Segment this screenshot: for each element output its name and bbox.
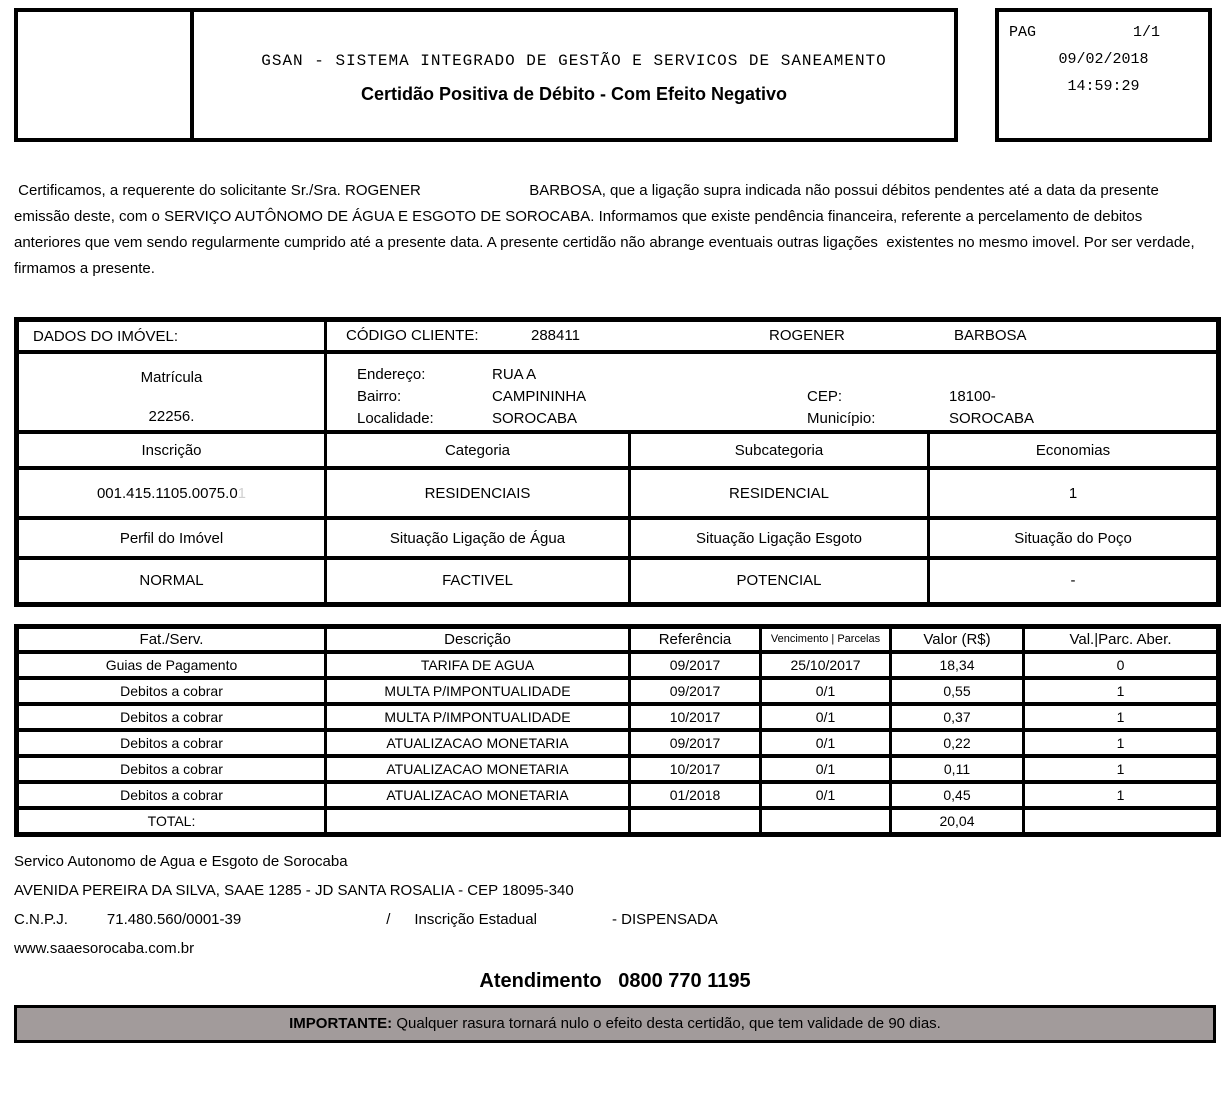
charge-row (17, 756, 1219, 782)
matricula-cell (17, 352, 326, 432)
important-text: Qualquer rasura tornará nulo o efeito desta certidão, que tem validade de 90 dias. (392, 1015, 941, 1032)
charge-vencimento: 0/1 (761, 756, 891, 782)
situacao-poco-header: Situação do Poço (929, 518, 1219, 558)
charges-header-vencimento-parcelas: Vencimento | Parcelas (761, 626, 891, 652)
matricula-value: 22256. (148, 408, 195, 425)
subcategoria-value: RESIDENCIAL (630, 468, 929, 518)
slash-separator: / (386, 910, 391, 928)
page-label: PAG (1009, 24, 1037, 41)
charge-aber: 1 (1024, 730, 1219, 756)
charge-valor: 0,55 (891, 678, 1024, 704)
charge-fatserv: Debitos a cobrar (17, 678, 326, 704)
charge-referencia: 10/2017 (630, 756, 761, 782)
categoria-header: Categoria (326, 432, 630, 468)
property-data-table (14, 317, 1221, 607)
charge-aber: 1 (1024, 678, 1219, 704)
codigo-cliente-label: CÓDIGO CLIENTE: (346, 327, 479, 344)
website-url: www.saaesorocaba.com.br (14, 939, 195, 957)
cep-value: 18100- (949, 388, 996, 405)
charge-fatserv: Debitos a cobrar (17, 704, 326, 730)
document-title: Certidão Positiva de Débito - Com Efeito Negativo (360, 84, 788, 104)
client-first-name: ROGENER (769, 327, 845, 344)
endereco-value: RUA A (492, 366, 537, 383)
charge-referencia: 09/2017 (630, 678, 761, 704)
total-value: 20,04 (891, 808, 1024, 834)
certification-text: Certificamos, a requerente do solicitante Sr./Sra. ROGENER BARBOSA, que a ligação supra indicada não possui débitos pendentes até a data da presente emissão deste, com o SERVIÇO AUTÔNOMO DE ÁGUA E ESGOTO DE SOROCABA. Informamos que existe pendência financeira, referente a percelamento de debitos anteriores que vem sendo regularmente cumprido até a presente data. A presente certidão não abrange eventuais outras ligações existentes no mesmo imovel. Por ser verdade, firmamos a presente. (14, 182, 1199, 277)
charges-header-valor: Valor (R$) (891, 626, 1024, 652)
charge-valor: 0,45 (891, 782, 1024, 808)
header-title-group (14, 8, 958, 142)
charge-fatserv: Debitos a cobrar (17, 756, 326, 782)
subcategoria-header: Subcategoria (630, 432, 929, 468)
inscricao-header: Inscrição (17, 432, 326, 468)
charge-vencimento: 0/1 (761, 730, 891, 756)
total-empty-vencimento (761, 808, 891, 834)
charge-fatserv: Debitos a cobrar (17, 782, 326, 808)
charge-aber: 0 (1024, 652, 1219, 678)
total-row (17, 808, 1219, 834)
charges-table (14, 624, 1221, 837)
charges-header-fatserv: Fat./Serv. (17, 626, 326, 652)
charges-header-referencia: Referência (630, 626, 761, 652)
situacao-agua-header: Situação Ligação de Água (326, 518, 630, 558)
client-code-cell (326, 320, 1219, 353)
charge-vencimento: 0/1 (761, 678, 891, 704)
inscricao-estadual-value: - DISPENSADA (611, 910, 718, 928)
charge-vencimento: 25/10/2017 (761, 652, 891, 678)
charge-valor: 0,37 (891, 704, 1024, 730)
important-label: IMPORTANTE: (289, 1015, 393, 1032)
page-info-box (995, 8, 1212, 142)
situacao-esgoto-header: Situação Ligação Esgoto (630, 518, 929, 558)
charge-descricao: ATUALIZACAO MONETARIA (326, 782, 630, 808)
charge-descricao: MULTA P/IMPONTUALIDADE (326, 678, 630, 704)
perfil-header: Perfil do Imóvel (17, 518, 326, 558)
dados-imovel-label: DADOS DO IMÓVEL: (17, 320, 326, 353)
charge-aber: 1 (1024, 756, 1219, 782)
charge-referencia: 09/2017 (630, 652, 761, 678)
document-footer (14, 853, 1216, 1043)
logo-placeholder-box (18, 12, 194, 138)
charge-valor: 18,34 (891, 652, 1024, 678)
perfil-value: NORMAL (17, 558, 326, 604)
total-empty-referencia (630, 808, 761, 834)
charges-header-descricao: Descrição (326, 626, 630, 652)
cep-label: CEP: (807, 388, 843, 405)
charge-descricao: MULTA P/IMPONTUALIDADE (326, 704, 630, 730)
charge-row (17, 782, 1219, 808)
total-empty-descricao (326, 808, 630, 834)
municipio-label: Município: (807, 410, 876, 427)
endereco-label: Endereço: (357, 366, 426, 383)
charge-descricao: ATUALIZACAO MONETARIA (326, 756, 630, 782)
inscricao-estadual-label: Inscrição Estadual (414, 910, 537, 928)
charge-referencia: 09/2017 (630, 730, 761, 756)
situacao-poco-value: - (929, 558, 1219, 604)
charge-fatserv: Guias de Pagamento (17, 652, 326, 678)
categoria-value: RESIDENCIAIS (326, 468, 630, 518)
title-box (194, 12, 954, 138)
charges-header-row (17, 626, 1219, 652)
header-gap (958, 8, 995, 142)
charge-aber: 1 (1024, 704, 1219, 730)
bairro-label: Bairro: (357, 388, 402, 405)
charge-row (17, 652, 1219, 678)
localidade-value: SOROCABA (492, 410, 578, 427)
charge-referencia: 10/2017 (630, 704, 761, 730)
charge-descricao: TARIFA DE AGUA (326, 652, 630, 678)
economias-header: Economias (929, 432, 1219, 468)
total-empty-aber (1024, 808, 1219, 834)
cnpj-value: 71.480.560/0001-39 (106, 910, 242, 928)
charge-aber: 1 (1024, 782, 1219, 808)
charge-row (17, 704, 1219, 730)
municipio-value: SOROCABA (949, 410, 1035, 427)
situacao-esgoto-value: POTENCIAL (630, 558, 929, 604)
inscricao-faded-digit: 1 (237, 484, 247, 502)
charge-fatserv: Debitos a cobrar (17, 730, 326, 756)
total-label: TOTAL: (17, 808, 326, 834)
inscricao-value: 001.415.1105.0075.01 (17, 468, 326, 518)
economias-value: 1 (929, 468, 1219, 518)
cnpj-label: C.N.P.J. (14, 910, 68, 928)
charge-descricao: ATUALIZACAO MONETARIA (326, 730, 630, 756)
page-number: 1/1 (1132, 24, 1160, 41)
attendance-line: Atendimento 0800 770 1195 (479, 969, 751, 992)
important-notice-bar (14, 1005, 1216, 1043)
charges-header-val-parc-aber: Val.|Parc. Aber. (1024, 626, 1219, 652)
situacao-agua-value: FACTIVEL (326, 558, 630, 604)
print-time: 14:59:29 (1067, 78, 1140, 95)
client-last-name: BARBOSA (954, 327, 1027, 344)
codigo-cliente-value: 288411 (531, 327, 580, 344)
address-cell (326, 352, 1219, 432)
company-name: Servico Autonomo de Agua e Esgoto de Sorocaba (14, 852, 348, 870)
matricula-label: Matrícula (140, 369, 203, 386)
bairro-value: CAMPININHA (492, 388, 587, 405)
page-info-line (1009, 24, 1198, 41)
charge-vencimento: 0/1 (761, 704, 891, 730)
charge-row (17, 730, 1219, 756)
localidade-label: Localidade: (357, 410, 434, 427)
document-header (14, 8, 1216, 142)
print-date: 09/02/2018 (1058, 51, 1149, 68)
charge-valor: 0,22 (891, 730, 1024, 756)
charge-valor: 0,11 (891, 756, 1024, 782)
charge-row (17, 678, 1219, 704)
system-title: GSAN - SISTEMA INTEGRADO DE GESTÃO E SERVICOS DE SANEAMENTO (261, 52, 887, 70)
cnpj-line (14, 911, 1216, 929)
charge-vencimento: 0/1 (761, 782, 891, 808)
charge-referencia: 01/2018 (630, 782, 761, 808)
company-address: AVENIDA PEREIRA DA SILVA, SAAE 1285 - JD SANTA ROSALIA - CEP 18095-340 (14, 881, 574, 899)
